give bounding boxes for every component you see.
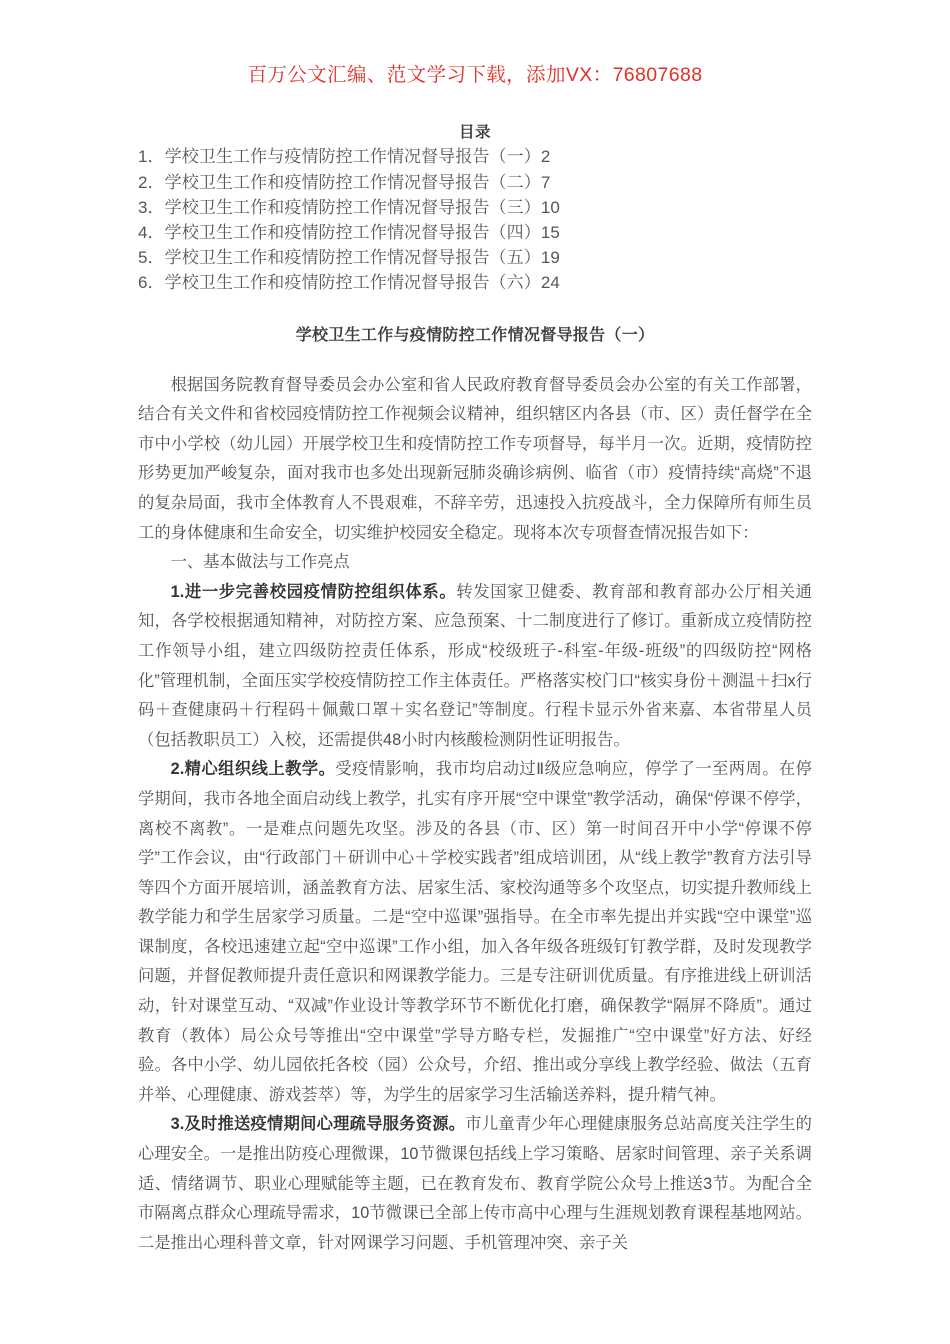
toc-entry[interactable]: 3．学校卫生工作和疫情防控工作情况督导报告（三）10 — [138, 197, 560, 217]
toc-entry[interactable]: 6．学校卫生工作和疫情防控工作情况督导报告（六）24 — [138, 273, 560, 293]
numbered-paragraph — [138, 755, 812, 1110]
toc-heading: 目录 — [458, 124, 491, 142]
paragraph-body: 转发国家卫健委、教育部和教育部办公厅相关通知，各学校根据通知精神，对防控方案、应急预案、十二制度进行了修订。重新成立疫情防控工作领导小组，建立四级防控责任体系，形成“校级班子-科室-年级-班级”的四级防控“网格化”管理机制，全面压实学校疫情防控工作主体责任。严格落实校门口“核实身份＋测温＋扫x行码＋查健康码＋行程码＋佩戴口罩＋实名登记”等制度。行程卡显示外省来嘉、本省带星人员（包括教职员工）入校，还需提供48小时内核酸检测阴性证明报告。 — [138, 582, 812, 749]
toc-list — [138, 144, 812, 295]
paragraph-lead: 2.精心组织线上教学。 — [170, 760, 336, 779]
section-heading: 一、基本做法与工作亮点 — [170, 553, 350, 572]
toc-entry[interactable]: 1．学校卫生工作与疫情防控工作情况督导报告（一）2 — [138, 147, 551, 167]
toc-entry[interactable]: 2．学校卫生工作和疫情防控工作情况督导报告（二）7 — [138, 172, 551, 192]
toc-entry[interactable]: 4．学校卫生工作和疫情防控工作情况督导报告（四）15 — [138, 223, 560, 242]
document-body — [138, 371, 812, 1259]
paragraph-lead: 1.进一步完善校园疫情防控组织体系。 — [170, 582, 457, 601]
intro-paragraph: 根据国务院教育督导委员会办公室和省人民政府教育督导委员会办公室的有关工作部署，结合有关文件和省校园疫情防控工作视频会议精神，组织辖区内各县（市、区）责任督学在全市中小学校（幼儿园）开展学校卫生和疫情防控工作专项督导，每半月一次。近期，疫情防控形势更加严峻复杂，面对我市也多处出现新冠肺炎确诊病例、临省（市）疫情持续“高烧”不退的复杂局面，我市全体教育人不畏艰难，不辞辛劳，迅速投入抗疫战斗，全力保障所有师生员工的身体健康和生命安全，切实维护校园安全稳定。现将本次专项督查情况报告如下： — [138, 375, 812, 542]
page-title: 学校卫生工作与疫情防控工作情况督导报告（一） — [295, 326, 655, 344]
numbered-paragraph — [138, 578, 812, 756]
paragraph-lead: 3.及时推送疫情期间心理疏导服务资源。 — [170, 1115, 466, 1134]
numbered-paragraph — [138, 1110, 812, 1258]
promo-banner-text: 百万公文汇编、范文学习下载，添加VX：76807688 — [247, 64, 703, 86]
paragraph-body: 市儿童青少年心理健康服务总站高度关注学生的心理安全。一是推出防疫心理微课，10节微课包括线上学习策略、居家时间管理、亲子关系调适、情绪调节、职业心理赋能等主题，已在教育发布、教育学院公众号上推送3节。为配合全市隔离点群众心理疏导需求，10节微课已全部上传市高中心理与生涯规划教育课程基地网站。二是推出心理科普文章，针对网课学习问题、手机管理冲突、亲子关 — [138, 1115, 812, 1252]
paragraph-body: 受疫情影响，我市均启动过Ⅱ级应急响应，停学了一至两周。在停学期间，我市各地全面启动线上教学，扎实有序开展“空中课堂”教学活动，确保“停课不停学，离校不离教”。一是难点问题先攻坚。涉及的各县（市、区）第一时间召开中小学“停课不停学”工作会议，由“行政部门＋研训中心＋学校实践者”组成培训团，从“线上教学”教育方法引导等四个方面开展培训，涵盖教育方法、居家生活、家校沟通等多个攻坚点，切实提升教师线上教学能力和学生居家学习质量。二是“空中巡课”强指导。在全市率先提出并实践“空中课堂”巡课制度，各校迅速建立起“空中巡课”工作小组，加入各年级各班级钉钉教学群，及时发现教学问题，并督促教师提升责任意识和网课教学能力。三是专注研训优质量。有序推进线上研训活动，针对课堂互动、“双减”作业设计等教学环节不断优化打磨，确保教学“隔屏不降质”。通过教育（教体）局公众号等推出“空中课堂”学导方略专栏，发掘推广“空中课堂”好方法、好经验。各中小学、幼儿园依托各校（园）公众号，介绍、推出或分享线上教学经验、做法（五育并举、心理健康、游戏荟萃）等，为学生的居家学习生活输送养料，提升精气神。 — [138, 760, 812, 1104]
toc-entry[interactable]: 5．学校卫生工作和疫情防控工作情况督导报告（五）19 — [138, 248, 560, 268]
table-of-contents — [138, 120, 812, 295]
